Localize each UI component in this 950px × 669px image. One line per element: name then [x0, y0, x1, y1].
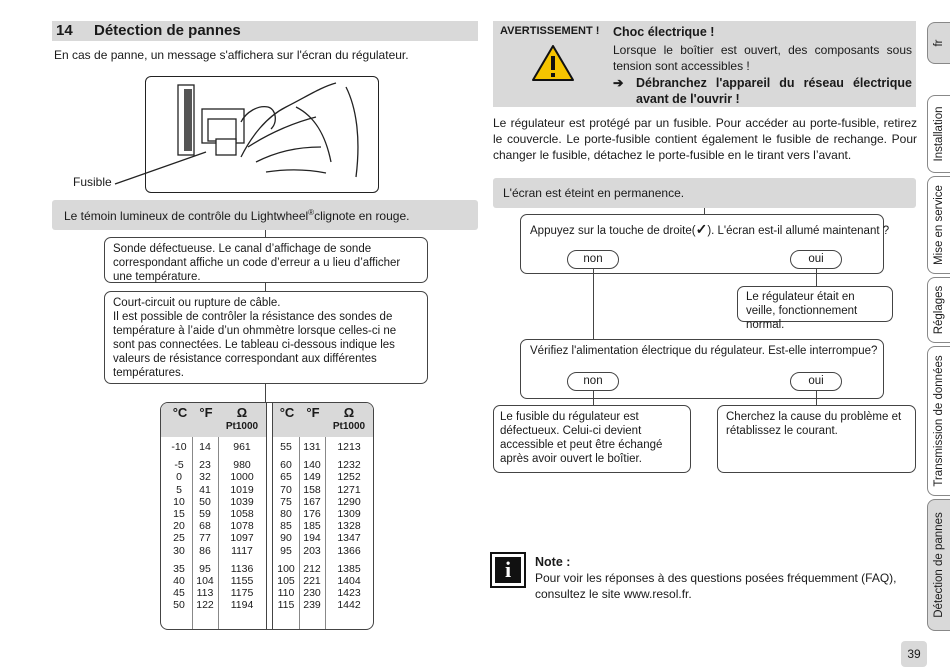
table-cell: 1366	[337, 544, 361, 557]
table-cell: 221	[303, 575, 321, 588]
table-cell: 50	[173, 599, 185, 612]
table-cell: -10	[171, 441, 187, 453]
table-cell: 35	[173, 562, 185, 575]
table-cell: 980	[233, 459, 251, 472]
table-cell: 70	[280, 483, 292, 496]
figure-pointer-line	[110, 148, 210, 188]
table-cell: 1385	[337, 562, 361, 575]
table-cell: 1039	[230, 495, 254, 508]
table-cell: 30	[173, 544, 185, 557]
table-cell: 1309	[337, 508, 361, 521]
table-cell: 1175	[230, 587, 254, 600]
table-cell: 1117	[231, 544, 253, 557]
table-cell: 41	[199, 483, 211, 496]
col-celsius-2	[274, 441, 298, 612]
tab-mise-en-service[interactable]: Mise en service	[927, 176, 950, 274]
screen-off-bar: L'écran est éteint en permanence.	[493, 178, 916, 208]
col-celsius-1	[167, 441, 191, 612]
table-cell: 194	[303, 532, 321, 545]
table-cell: 105	[277, 575, 295, 588]
table-cell: 185	[303, 520, 321, 533]
page-number: 39	[901, 641, 927, 667]
col-ohm-2	[327, 441, 371, 612]
table-cell: 149	[303, 471, 321, 484]
table-cell: 1347	[337, 532, 361, 545]
yes-pill-1: oui	[790, 250, 842, 269]
table-cell: 40	[173, 575, 185, 588]
table-cell: 25	[173, 532, 185, 545]
table-cell: 122	[196, 599, 214, 612]
question-1: Appuyez sur la touche de droite(✓). L'écran est-il allumé maintenant ?	[530, 221, 890, 237]
table-cell: 95	[199, 562, 211, 575]
table-cell: 20	[173, 520, 185, 533]
table-cell: 23	[199, 459, 211, 472]
table-cell: 110	[277, 587, 295, 600]
table-cell: 131	[303, 441, 321, 453]
table-cell: 10	[173, 495, 185, 508]
checkmark-icon: ✓	[695, 221, 708, 237]
table-cell: 113	[196, 587, 214, 600]
resistance-table: °C °F Ω Pt1000 °C °F Ω Pt1000 -10 -5 0 5 10 15 20 25 30 35 40 45 50 14 23 32 41 50 59 68 77 86 95 104 113 122 961 980 1000 1019 1039 1058 1078 1097 1117 1136 1155 1175 1194 55 60 65 70 75 80 85 90 95 100 105 110 115 131 140 149 158 167 176 185 194 203 212 221 230 239 1213 1232 1252 1271 1290 1309 1328 1347 1366 1385 1404 1423 1442	[160, 402, 374, 630]
section-title: 14 Détection de pannes	[56, 22, 241, 39]
table-cell: 1423	[337, 587, 361, 600]
table-cell: 1442	[337, 599, 361, 612]
yes-pill-2: oui	[790, 372, 842, 391]
no-pill-1: non	[567, 250, 619, 269]
table-cell: 1058	[230, 508, 254, 521]
table-cell: 158	[303, 483, 321, 496]
tab-detection[interactable]: Détection de pannes	[927, 499, 950, 631]
warning-triangle-icon	[531, 44, 575, 82]
table-cell: 80	[280, 508, 292, 521]
table-cell: 239	[303, 599, 321, 612]
table-cell: 1232	[337, 459, 361, 472]
table-cell: 95	[280, 544, 292, 557]
table-cell: 32	[199, 471, 211, 484]
table-cell: 961	[233, 441, 251, 453]
tab-lang[interactable]: fr	[927, 22, 950, 64]
fuse-defect-box: Le fusible du régulateur est défectueux. Celui-ci devient accessible et peut être échangé après avoir ouvert le boîtier.	[493, 405, 691, 473]
table-cell: 176	[303, 508, 321, 521]
table-cell: 1252	[337, 471, 361, 484]
table-cell: 1404	[337, 575, 361, 588]
warning-label: AVERTISSEMENT !	[500, 25, 600, 37]
figure-label: Fusible	[73, 175, 112, 189]
tab-installation[interactable]: Installation	[927, 95, 950, 173]
table-cell: 1097	[230, 532, 254, 545]
fuse-paragraph: Le régulateur est protégé par un fusible. Pour accéder au porte-fusible, retirez le couvercle. Le porte-fusible contient également le fusible de rechange. Pour changer le fusible, détachez le porte-fusible en le tirant vers l’avant.	[493, 116, 917, 162]
table-cell: 1213	[337, 441, 361, 453]
table-cell: 1271	[337, 483, 361, 496]
table-cell: 75	[280, 495, 292, 508]
table-cell: 5	[176, 483, 182, 496]
table-cell: 86	[199, 544, 211, 557]
table-cell: 59	[199, 508, 211, 521]
no-pill-2: non	[567, 372, 619, 391]
col-fahrenheit-2	[300, 441, 324, 612]
note-title: Note :	[535, 555, 571, 569]
table-cell: 68	[199, 520, 211, 533]
table-cell: 203	[303, 544, 321, 557]
warning-action: ➔ Débranchez l'appareil du réseau électrique avant de l'ouvrir !	[613, 76, 912, 106]
table-cell: 65	[280, 471, 292, 484]
question-2: Vérifiez l'alimentation électrique du régulateur. Est-elle interrompue?	[530, 345, 878, 357]
table-cell: 1019	[230, 483, 254, 496]
table-cell: 1000	[230, 471, 254, 484]
table-cell: 1136	[230, 562, 254, 575]
info-icon: i	[490, 552, 526, 588]
note-text: Pour voir les réponses à des questions posées fréquemment (FAQ), consultez le site www.resol.fr.	[535, 571, 897, 601]
table-cell: 115	[277, 599, 295, 612]
table-cell: 50	[199, 495, 211, 508]
table-cell: 1078	[230, 520, 254, 533]
table-cell: 77	[199, 532, 211, 545]
intro-text: En cas de panne, un message s'affichera sur l'écran du régulateur.	[54, 48, 409, 62]
tab-transmission[interactable]: Transmission de données	[927, 346, 950, 496]
table-cell: -5	[174, 459, 184, 472]
warning-text: Lorsque le boîtier est ouvert, des composants sous tension sont accessibles !	[613, 43, 912, 73]
short-circuit-box: Court-circuit ou rupture de câble. Il est possible de contrôler la résistance des sondes de température à l’aide d’un ohmmètre lorsque celles-ci ne sont pas connectées. Le tableau ci-dessous indique les valeurs de résistance correspondant aux différentes températures.	[104, 291, 428, 384]
lightwheel-bar: Le témoin lumineux de contrôle du Lightwheel®clignote en rouge.	[52, 200, 478, 230]
col-ohm-1	[221, 441, 263, 612]
table-cell: 0	[176, 471, 182, 484]
find-cause-box: Cherchez la cause du problème et rétablissez le courant.	[717, 405, 916, 473]
table-cell: 230	[303, 587, 321, 600]
table-cell: 14	[199, 441, 211, 453]
tab-reglages[interactable]: Réglages	[927, 277, 950, 343]
table-cell: 15	[173, 508, 185, 521]
table-cell: 104	[196, 575, 214, 588]
sensor-defect-box: Sonde défectueuse. Le canal d’affichage de sonde correspondant affiche un code d’erreur a u lieu d’afficher une température.	[104, 237, 428, 283]
table-cell: 1194	[230, 599, 254, 612]
table-cell: 45	[173, 587, 185, 600]
table-cell: 100	[277, 562, 295, 575]
table-cell: 90	[280, 532, 292, 545]
warning-title: Choc électrique !	[613, 25, 715, 39]
table-cell: 167	[303, 495, 321, 508]
table-cell: 85	[280, 520, 292, 533]
table-cell: 60	[280, 459, 292, 472]
table-cell: 1290	[337, 495, 361, 508]
table-cell: 55	[280, 441, 292, 453]
table-cell: 212	[303, 562, 321, 575]
standby-box: Le régulateur était en veille, fonctionnement normal.	[737, 286, 893, 322]
arrow-right-icon: ➔	[613, 76, 624, 90]
table-cell: 1155	[230, 575, 254, 588]
table-cell: 1328	[337, 520, 361, 533]
col-fahrenheit-1	[193, 441, 217, 612]
table-cell: 140	[303, 459, 321, 472]
